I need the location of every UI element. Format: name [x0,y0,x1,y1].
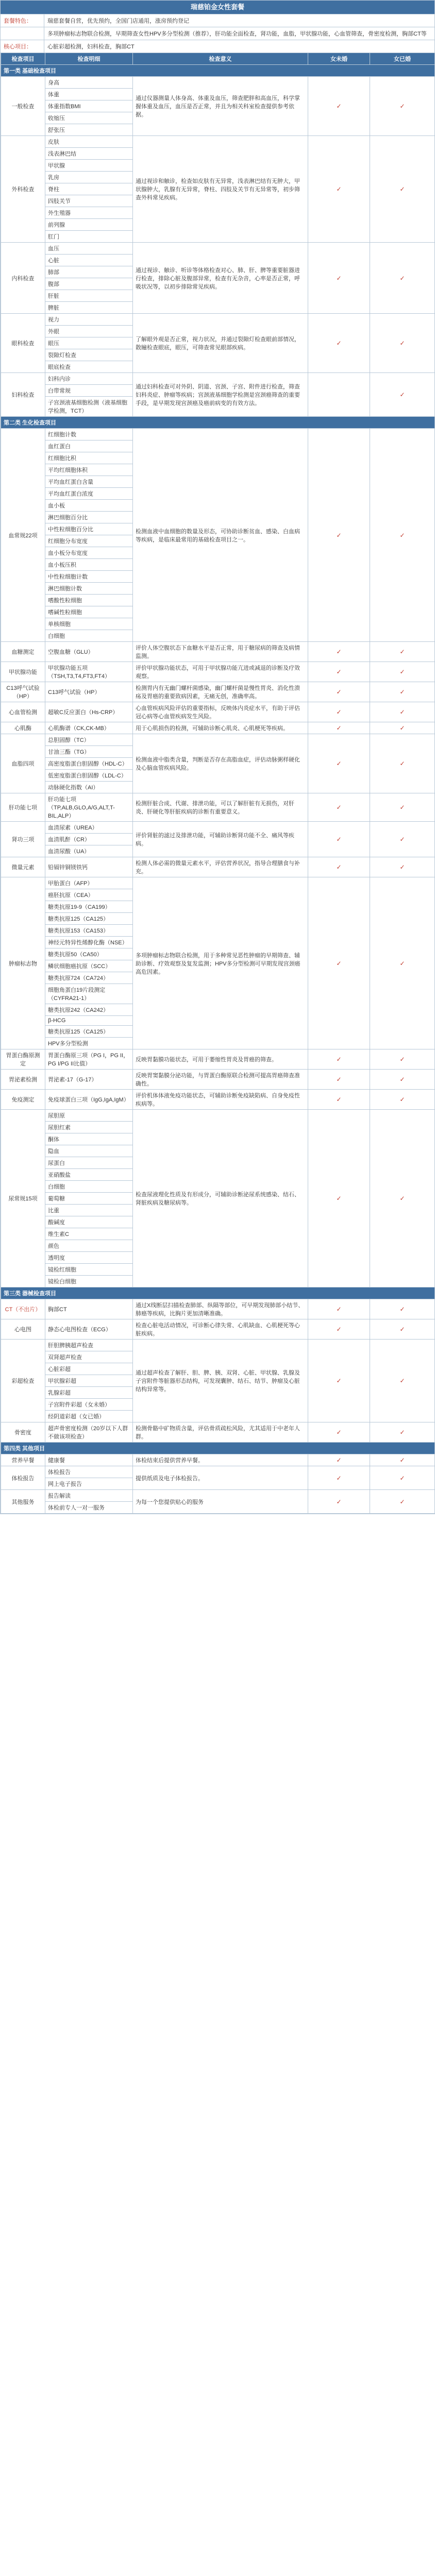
item-cell: 甲状腺功能五项（TSH,T3,T4,FT3,FT4） [45,662,133,682]
meaning-cell: 检查尿液理化性质及有形成分，可辅助诊断泌尿系统感染、结石、肾脏疾病及糖尿病等。 [133,1110,308,1287]
meaning-cell: 检测胃内有无幽门螺杆菌感染，幽门螺杆菌是慢性胃炎、消化性溃疡及胃癌的重要致病因素，无痛无创，准确率高。 [133,682,308,702]
item-cell: 视力 [45,314,133,326]
package-meta [1,14,434,53]
section-row [1,1287,435,1299]
table-row [1,1049,435,1070]
unmarried-check: ✓ [308,1049,370,1070]
item-cell: C13呼气试验（HP） [45,682,133,702]
header-unmarried: 女未婚 [308,53,370,65]
category-cell: 甲状腺功能 [1,662,45,682]
married-check: ✓ [370,857,435,877]
section-row [1,1443,435,1454]
item-cell: 总胆固醇（TC） [45,734,133,746]
meaning-cell: 通过妇科检查可对外阴、阴道、宫颈、子宫、附件进行检查，筛查妇科炎症、肿瘤等疾病；宫颈液基细胞学检测是宫颈癌筛查的重要手段，是早期发现宫颈癌及癌前病变的有效方法。 [133,373,308,417]
item-cell: 单核细胞 [45,618,133,630]
category-cell: 免疫测定 [1,1090,45,1110]
item-cell: 四肢关节 [45,195,133,207]
table-row [1,1466,435,1478]
category-cell: C13呼气试验（HP） [1,682,45,702]
married-check: ✓ [370,734,435,793]
item-cell: 比重 [45,1205,133,1216]
married-check: ✓ [370,1070,435,1090]
item-cell: 前列腺 [45,219,133,231]
table-body [1,65,435,1514]
category-cell: 心肌酶 [1,722,45,734]
item-cell: 亚硝酸盐 [45,1169,133,1181]
category-cell: 其他服务 [1,1490,45,1514]
item-cell: 嗜酸性粒细胞 [45,595,133,606]
category-cell: 心血管检测 [1,702,45,722]
unmarried-check: ✓ [308,1340,370,1422]
meaning-cell: 了解眼外观是否正常，视力状况，并通过裂隙灯检查眼前部情况，散瞳检查眼底，眼压，可筛查常见眼部疾病。 [133,314,308,373]
item-cell: 血红蛋白 [45,440,133,452]
meaning-cell: 通过仪器测量人体身高、体重及血压，筛查肥胖和高血压，科学掌握体重及血压，血压是否正常，并且为相关科室检查提供参考依据。 [133,77,308,136]
item-cell: 镜检红细胞 [45,1264,133,1276]
category-cell: 外科检查 [1,136,45,243]
category-cell: 微量元素 [1,857,45,877]
item-cell: 血压 [45,243,133,255]
item-cell: 红细胞计数 [45,429,133,440]
category-cell: 眼科检查 [1,314,45,373]
item-cell: 动脉硬化指数（AI） [45,782,133,793]
meaning-cell: 提供纸质及电子体检报告。 [133,1466,308,1490]
item-cell: 鳞状细胞癌抗原（SCC） [45,960,133,972]
category-cell: 体检报告 [1,1466,45,1490]
category-cell: 营养早餐 [1,1454,45,1466]
item-cell: 淋巴细胞百分比 [45,512,133,523]
table-row [1,1340,435,1351]
table-row [1,373,435,385]
item-cell: 平均血红蛋白含量 [45,476,133,488]
item-cell: 体检报告 [45,1466,133,1478]
married-check: ✓ [370,136,435,243]
item-cell: 红细胞分布宽度 [45,535,133,547]
header-meaning: 检查意义 [133,53,308,65]
item-cell: 平均红细胞体积 [45,464,133,476]
item-cell: 血小板分布宽度 [45,547,133,559]
meaning-cell: 评价人体空腹状态下血糖水平是否正常，用于糖尿病的筛查及病情监测。 [133,642,308,662]
category-cell: 血常规22项 [1,429,45,642]
page-title: 瑞慈铂金女性套餐 [1,1,434,14]
section-title: 第二类 生化检查项目 [1,417,435,429]
married-check: ✓ [370,429,435,642]
meaning-cell: 检测血液中脂类含量，判断是否存在高脂血症，评估动脉粥样硬化及心脑血管疾病风险。 [133,734,308,793]
item-cell: 中性粒细胞百分比 [45,523,133,535]
meaning-cell: 检测肝脏合成、代谢、排泄功能，可以了解肝脏有无损伤，对肝炎、肝硬化等肝脏疾病的诊断有重要意义。 [133,793,308,822]
item-cell: 血小板 [45,500,133,512]
item-cell: 腹部 [45,278,133,290]
meta-row [1,14,434,27]
item-cell: 糖类抗原19-9（CA199） [45,901,133,913]
married-check: ✓ [370,1299,435,1319]
item-cell: 尿胆红素 [45,1122,133,1133]
unmarried-check: ✓ [308,682,370,702]
item-cell: 超敏C反应蛋白（Hs-CRP） [45,702,133,722]
meaning-cell: 通过视诊和触诊，检查如皮肤有无异常，浅表淋巴结有无肿大，甲状腺肿大，乳腺有无异常，脊柱、四肢及关节有无异常等，初步筛查外科常见疾病。 [133,136,308,243]
unmarried-check: ✓ [308,1110,370,1287]
table-row [1,1319,435,1340]
item-cell: 皮肤 [45,136,133,148]
item-cell: 低密度脂蛋白胆固醇（LDL-C） [45,770,133,782]
married-check: ✓ [370,793,435,822]
married-check: ✓ [370,877,435,1049]
married-check: ✓ [370,682,435,702]
unmarried-check: ✓ [308,722,370,734]
category-cell: 心电图 [1,1319,45,1340]
unmarried-check: ✓ [308,1466,370,1490]
category-cell: 内科检查 [1,243,45,314]
category-cell: 骨密度 [1,1422,45,1443]
meaning-cell: 体检结束后提供营养早餐。 [133,1454,308,1466]
item-cell: 嗜碱性粒细胞 [45,606,133,618]
item-cell: HPV多分型检测 [45,1038,133,1049]
meaning-cell: 心血管疾病风险评估的重要指标，反映体内炎症水平，有助于评估冠心病等心血管疾病发生风险。 [133,702,308,722]
meaning-cell: 检测人体必需的微量元素水平，评估营养状况，指导合理膳食与补充。 [133,857,308,877]
unmarried-check: ✓ [308,793,370,822]
table-row [1,243,435,255]
category-cell: 血脂四项 [1,734,45,793]
item-cell: 胃蛋白酶原三项（PG I，PG II，PG I/PG II比值） [45,1049,133,1070]
item-cell: 淋巴细胞计数 [45,583,133,595]
married-check: ✓ [370,1049,435,1070]
category-cell: 一般检查 [1,77,45,136]
category-cell: 彩超检查 [1,1340,45,1422]
meaning-cell: 通过X线断层扫描检查肺部、纵隔等部位，可早期发现肺部小结节、肺癌等疾病，比胸片更加清晰准确。 [133,1299,308,1319]
meta-value: 多项肿瘤标志物联合检测，早期筛查女性HPV多分型检测（推荐），肝功能全面检查，肾功能，血脂，甲状腺功能，心血管筛查，骨密度检测，胸部CT等 [44,27,434,40]
item-cell: 网上电子报告 [45,1478,133,1490]
header-married: 女已婚 [370,53,435,65]
item-cell: 乳房 [45,172,133,183]
table-row [1,857,435,877]
category-cell: 血糖测定 [1,642,45,662]
item-cell: 胸部CT [45,1299,133,1319]
unmarried-check: ✓ [308,1070,370,1090]
item-cell: 肛门 [45,231,133,243]
item-cell: 甲胎蛋白（AFP） [45,877,133,889]
item-cell: 体检前专人一对一服务 [45,1502,133,1514]
header-detail: 检查明细 [45,53,133,65]
category-cell: CT（不出片） [1,1299,45,1319]
item-cell: 颜色 [45,1240,133,1252]
item-cell: 血清尿酸（UA） [45,845,133,857]
table-row [1,702,435,722]
meta-row [1,40,434,53]
meaning-cell: 检测血液中血细胞的数量及形态，可协助诊断贫血、感染、白血病等疾病，是临床最常用的基础检查项目之一。 [133,429,308,642]
category-cell: 肝功能七项 [1,793,45,822]
married-check: ✓ [370,822,435,857]
item-cell: 细胞角蛋白19片段测定（CYFRA21-1） [45,984,133,1004]
unmarried-check: ✓ [308,734,370,793]
married-check: ✓ [370,722,435,734]
married-check: ✓ [370,1319,435,1340]
item-cell: 酸碱度 [45,1216,133,1228]
unmarried-check [308,373,370,417]
item-cell: 血小板压积 [45,559,133,571]
item-cell: 子宫颈液基细胞检测（液基细胞学检测，TCT） [45,397,133,417]
unmarried-check: ✓ [308,1319,370,1340]
table-row [1,1110,435,1122]
item-cell: 神经元特异性烯醇化酶（NSE） [45,937,133,948]
item-cell: 报告解读 [45,1490,133,1502]
table-row [1,1454,435,1466]
item-cell: 肝功能七项（TP,ALB,GLO,A/G,ALT,T-BIL,ALP） [45,793,133,822]
married-check: ✓ [370,373,435,417]
unmarried-check: ✓ [308,1422,370,1443]
married-check: ✓ [370,1340,435,1422]
meaning-cell: 评价肾脏的滤过及排泄功能，可辅助诊断肾功能不全、痛风等疾病。 [133,822,308,857]
item-cell: 静态心电图检查（ECG） [45,1319,133,1340]
married-check: ✓ [370,1422,435,1443]
item-cell: 镜检白细胞 [45,1276,133,1287]
item-cell: 白细胞 [45,630,133,642]
item-cell: 胃泌素-17（G-17） [45,1070,133,1090]
item-cell: 身高 [45,77,133,89]
married-check: ✓ [370,1466,435,1490]
item-cell: 乳腺彩超 [45,1387,133,1399]
meaning-cell: 检测骨骼中矿物质含量，评估骨质疏松风险，尤其适用于中老年人群。 [133,1422,308,1443]
category-cell: 肾功三项 [1,822,45,857]
unmarried-check: ✓ [308,243,370,314]
item-cell: 超声骨密度检测（20岁以下人群不做该项检查） [45,1422,133,1443]
section-row [1,417,435,429]
item-cell: 免疫球蛋白三项（IgG,IgA,IgM） [45,1090,133,1110]
married-check: ✓ [370,1090,435,1110]
item-cell: 肝胆脾胰超声检查 [45,1340,133,1351]
item-cell: 心脏彩超 [45,1363,133,1375]
item-cell: 中性粒细胞计数 [45,571,133,583]
item-cell: 尿胆原 [45,1110,133,1122]
item-cell: 隐血 [45,1145,133,1157]
table-row [1,1090,435,1110]
table-row [1,662,435,682]
item-cell: 肺部 [45,266,133,278]
item-cell: 酮体 [45,1133,133,1145]
item-cell: 糖类抗原242（CA242） [45,1004,133,1016]
item-cell: 平均血红蛋白浓度 [45,488,133,500]
married-check: ✓ [370,1490,435,1514]
item-cell: 白细胞 [45,1181,133,1193]
table-row [1,1299,435,1319]
category-cell: 胃泌素检测 [1,1070,45,1090]
table-row [1,77,435,89]
married-check: ✓ [370,243,435,314]
item-cell: 红细胞比积 [45,452,133,464]
item-cell: 体重 [45,89,133,100]
unmarried-check: ✓ [308,1299,370,1319]
table-row [1,877,435,889]
item-cell: 葡萄糖 [45,1193,133,1205]
married-check: ✓ [370,642,435,662]
unmarried-check: ✓ [308,702,370,722]
table-row [1,1422,435,1443]
item-cell: 维生素C [45,1228,133,1240]
item-cell: 外眼 [45,326,133,337]
items-table [1,53,435,1514]
table-row [1,682,435,702]
item-cell: 体重指数BMI [45,100,133,112]
table-row [1,793,435,822]
unmarried-check: ✓ [308,857,370,877]
meaning-cell: 通过视诊、触诊、听诊等体格检查对心、肺、肝、脾等重要脏器进行检查，排除心脏及腹部异常，检查有无杂音，心率是否正常，呼吸状况等，以初步排除常见疾病。 [133,243,308,314]
unmarried-check: ✓ [308,662,370,682]
item-cell: 糖类抗原125（CA125） [45,1026,133,1038]
table-row [1,429,435,440]
meaning-cell: 检查心脏电活动情况，可诊断心律失常、心肌缺血、心肌梗死等心脏疾病。 [133,1319,308,1340]
item-cell: 血清尿素（UREA） [45,822,133,834]
meaning-cell: 通过超声检查了解肝、胆、脾、胰、双肾、心脏、甲状腺、乳腺及子宫附件等脏器形态结构，可发现囊肿、结石、结节、肿瘤及心脏结构异常等。 [133,1340,308,1422]
section-title: 第三类 器械检查项目 [1,1287,435,1299]
section-title: 第一类 基础检查项目 [1,65,435,77]
item-cell: 肝脏 [45,290,133,302]
item-cell: 心肌酶谱（CK,CK-MB） [45,722,133,734]
unmarried-check: ✓ [308,642,370,662]
meaning-cell: 反映胃窦黏膜分泌功能，与胃蛋白酶原联合检测可提高胃癌筛查准确性。 [133,1070,308,1090]
item-cell: 收缩压 [45,112,133,124]
item-cell: 浅表淋巴结 [45,148,133,160]
item-cell: 高密度脂蛋白胆固醇（HDL-C） [45,758,133,770]
item-cell: 子宫附件彩超（女未婚） [45,1399,133,1411]
item-cell: 糖类抗原125（CA125） [45,913,133,925]
category-cell: 尿常规15项 [1,1110,45,1287]
item-cell: 脾脏 [45,302,133,314]
married-check: ✓ [370,1454,435,1466]
item-cell: 心脏 [45,255,133,266]
item-cell: β-HCG [45,1016,133,1026]
unmarried-check: ✓ [308,1090,370,1110]
unmarried-check: ✓ [308,877,370,1049]
item-cell: 经阴道彩超（女已婚） [45,1411,133,1422]
item-cell: 糖类抗原153（CA153） [45,925,133,937]
category-cell: 妇科检查 [1,373,45,417]
item-cell: 糖类抗原724（CA724） [45,972,133,984]
item-cell: 透明度 [45,1252,133,1264]
table-row [1,822,435,834]
married-check: ✓ [370,662,435,682]
item-cell: 尿蛋白 [45,1157,133,1169]
item-cell: 裂隙灯检查 [45,349,133,361]
married-check: ✓ [370,314,435,373]
meta-key [1,27,44,40]
item-cell: 脊柱 [45,183,133,195]
item-cell: 眼压 [45,337,133,349]
item-cell: 癌胚抗原（CEA） [45,889,133,901]
married-check: ✓ [370,1110,435,1287]
table-row [1,1070,435,1090]
table-header [1,53,435,65]
section-title: 第四类 其他项目 [1,1443,435,1454]
unmarried-check: ✓ [308,429,370,642]
table-row [1,642,435,662]
meaning-cell: 用于心肌损伤的检测，可辅助诊断心肌炎、心肌梗死等疾病。 [133,722,308,734]
unmarried-check: ✓ [308,77,370,136]
table-row [1,314,435,326]
item-cell: 白带常规 [45,385,133,397]
category-cell: 胃蛋白酶原测定 [1,1049,45,1070]
table-row [1,734,435,746]
meta-key: 核心项目： [4,44,32,50]
item-cell: 血清肌酐（CR） [45,834,133,845]
category-cell: 肿瘤标志物 [1,877,45,1049]
meta-key: 套餐特色： [4,18,32,24]
meta-value: 瑞慈套餐自营，优先预约，全国门店通用，涨房预约登记 [44,14,434,27]
meaning-cell: 评价机体体液免疫功能状态，可辅助诊断免疫缺陷病、自身免疫性疾病等。 [133,1090,308,1110]
unmarried-check: ✓ [308,822,370,857]
table-row [1,136,435,148]
item-cell: 甲状腺 [45,160,133,172]
item-cell: 妇科内诊 [45,373,133,385]
meta-row [1,27,434,40]
meaning-cell: 反映胃黏膜功能状态，可用于萎缩性胃炎及胃癌的筛查。 [133,1049,308,1070]
item-cell: 甘油三酯（TG） [45,746,133,758]
item-cell: 眼底检查 [45,361,133,373]
unmarried-check: ✓ [308,1454,370,1466]
item-cell: 铅镉锌铜镁铁钙 [45,857,133,877]
married-check: ✓ [370,77,435,136]
item-cell: 健康餐 [45,1454,133,1466]
meaning-cell: 为每一个您提供贴心的服务 [133,1490,308,1514]
item-cell: 糖类抗原50（CA50） [45,948,133,960]
unmarried-check: ✓ [308,1490,370,1514]
section-row [1,65,435,77]
item-cell: 双肾超声检查 [45,1351,133,1363]
unmarried-check: ✓ [308,136,370,243]
married-check: ✓ [370,702,435,722]
item-cell: 舒张压 [45,124,133,136]
item-cell: 空腹血糖（GLU） [45,642,133,662]
table-row [1,1490,435,1502]
meaning-cell: 多项肿瘤标志物联合检测，用于多种常见恶性肿瘤的早期筛查、辅助诊断、疗效观察及复发监测；HPV多分型检测可早期发现宫颈癌高危因素。 [133,877,308,1049]
header-category: 检查项目 [1,53,45,65]
item-cell: 甲状腺彩超 [45,1375,133,1387]
table-row [1,722,435,734]
meta-value: 心脏彩超检测，妇科检查，胸部CT [44,40,434,53]
item-cell: 外生殖器 [45,207,133,219]
unmarried-check: ✓ [308,314,370,373]
meaning-cell: 评价甲状腺功能状态，可用于甲状腺功能亢进或减退的诊断及疗效观察。 [133,662,308,682]
